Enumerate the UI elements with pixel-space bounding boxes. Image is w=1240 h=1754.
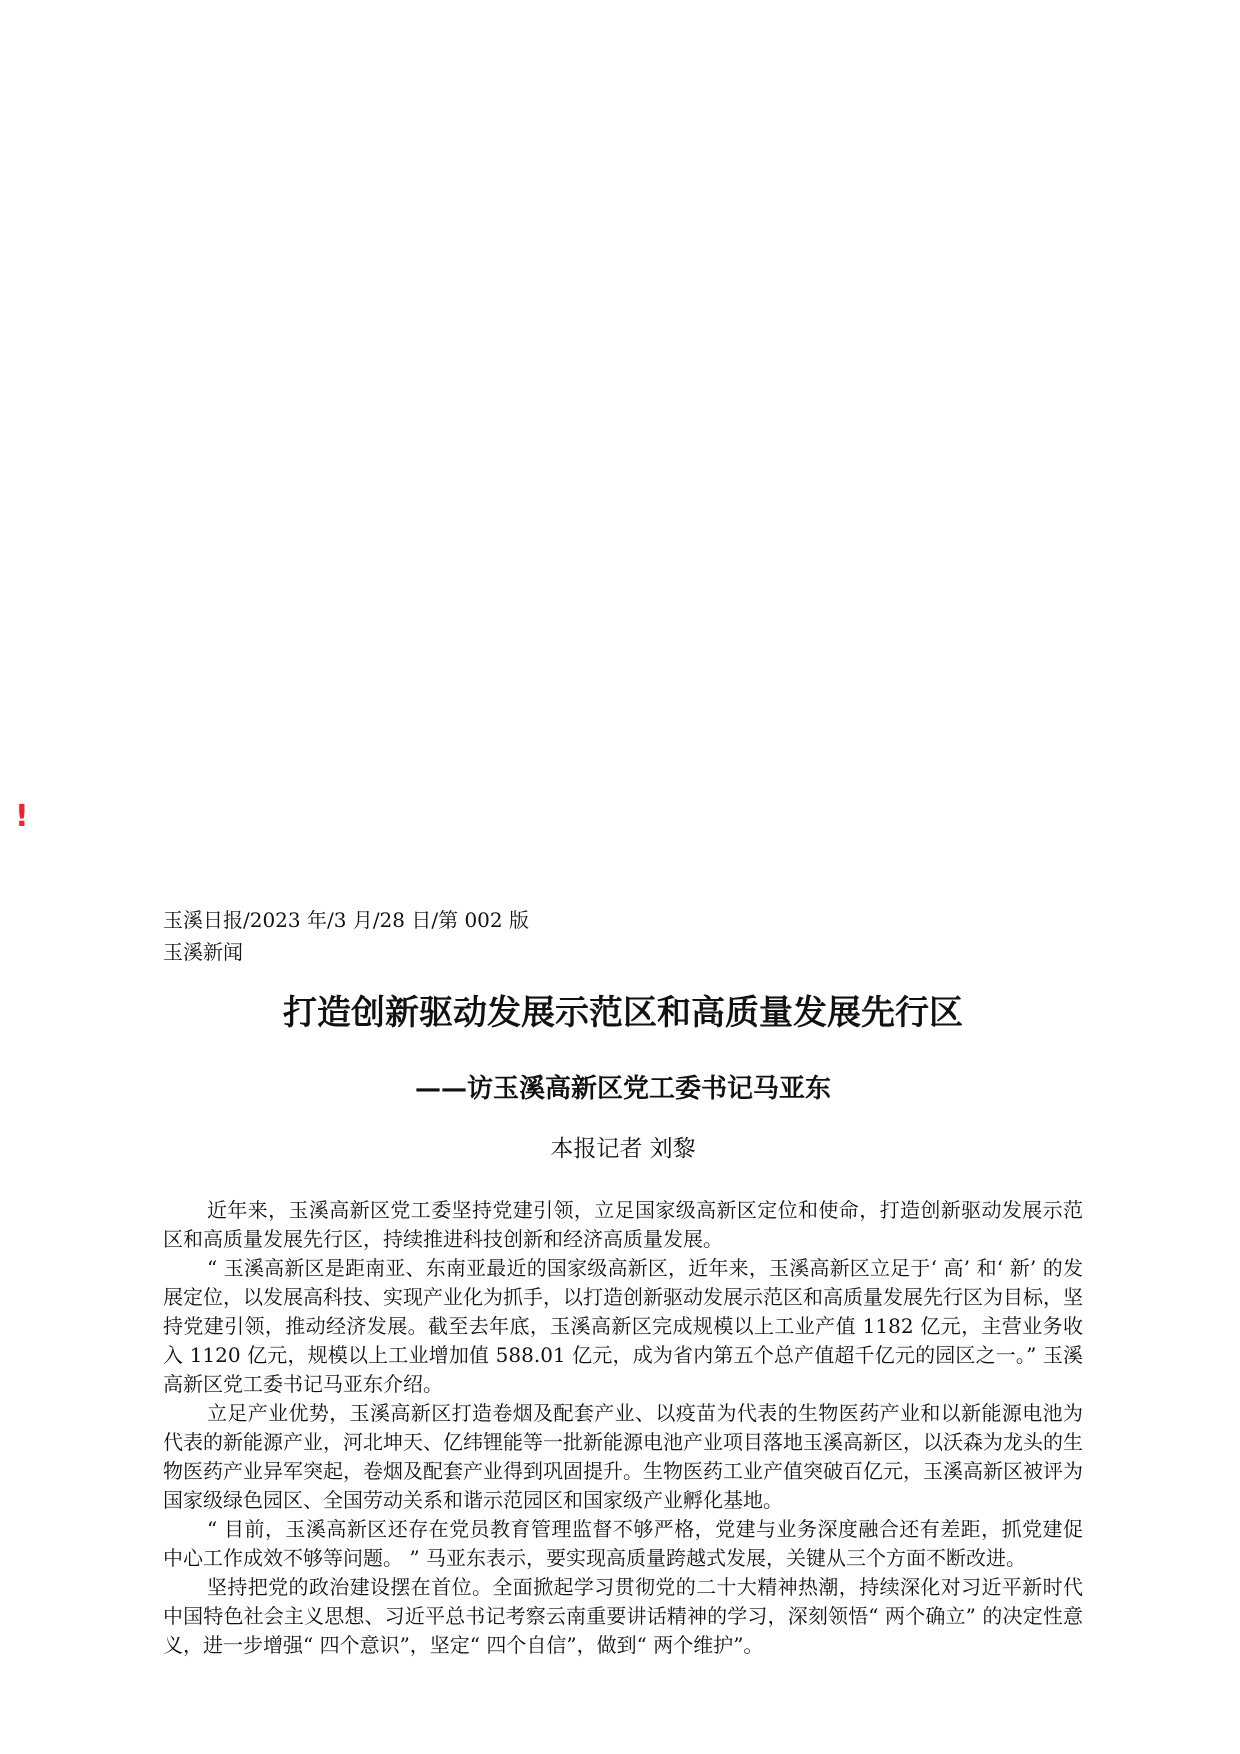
alert-marker: ! [15, 799, 29, 834]
paragraph: 坚持把党的政治建设摆在首位。全面掀起学习贯彻党的二十大精神热潮，持续深化对习近平新时代中国特色社会主义思想、习近平总书记考察云南重要讲话精神的学习，深刻领悟“ 两个确立” 的决定性意义，进一步增强“ 四个意识”，坚定“ 四个自信”，做到“ 两个维护”。 [163, 1575, 1083, 1657]
paragraph: 立足产业优势，玉溪高新区打造卷烟及配套产业、以疫苗为代表的生物医药产业和以新能源电池为代表的新能源产业，河北坤天、亿纬锂能等一批新能源电池产业项目落地玉溪高新区，以沃森为龙头的生物医药产业异军突起，卷烟及配套产业得到巩固提升。生物医药工业产值突破百亿元，玉溪高新区被评为国家级绿色园区、全国劳动关系和谐示范园区和国家级产业孵化基地。 [163, 1401, 1083, 1512]
paragraph: “ 玉溪高新区是距南亚、东南亚最近的国家级高新区，近年来，玉溪高新区立足于‘ 高’ 和‘ 新’ 的发展定位，以发展高科技、实现产业化为抓手，以打造创新驱动发展示范区和高质量发展先行区为目标，坚持党建引领，推动经济发展。截至去年底，玉溪高新区完成规模以上工业产值 1182 亿元，主营业务收入 1120 亿元，规模以上工业增加值 588.01 亿元，成为省内第五个总产值超千亿元的园区之一。” 玉溪高新区党工委书记马亚东介绍。 [163, 1256, 1083, 1396]
article-body [163, 1196, 1083, 1660]
headline: 打造创新驱动发展示范区和高质量发展先行区 [283, 993, 963, 1033]
paragraph: “ 目前，玉溪高新区还存在党员教育管理监督不够严格，党建与业务深度融合还有差距，抓党建促中心工作成效不够等问题。 ” 马亚东表示，要实现高质量跨越式发展，关键从三个方面不断改进。 [163, 1517, 1083, 1570]
byline: 本报记者 刘黎 [550, 1136, 696, 1162]
paragraph: 近年来，玉溪高新区党工委坚持党建引领，立足国家级高新区定位和使命，打造创新驱动发展示范区和高质量发展先行区，持续推进科技创新和经济高质量发展。 [163, 1198, 1083, 1251]
subtitle: ——访玉溪高新区党工委书记马亚东 [414, 1074, 831, 1104]
source-line: 玉溪日报/2023 年/3 月/28 日/第 002 版玉溪新闻 [163, 908, 529, 964]
